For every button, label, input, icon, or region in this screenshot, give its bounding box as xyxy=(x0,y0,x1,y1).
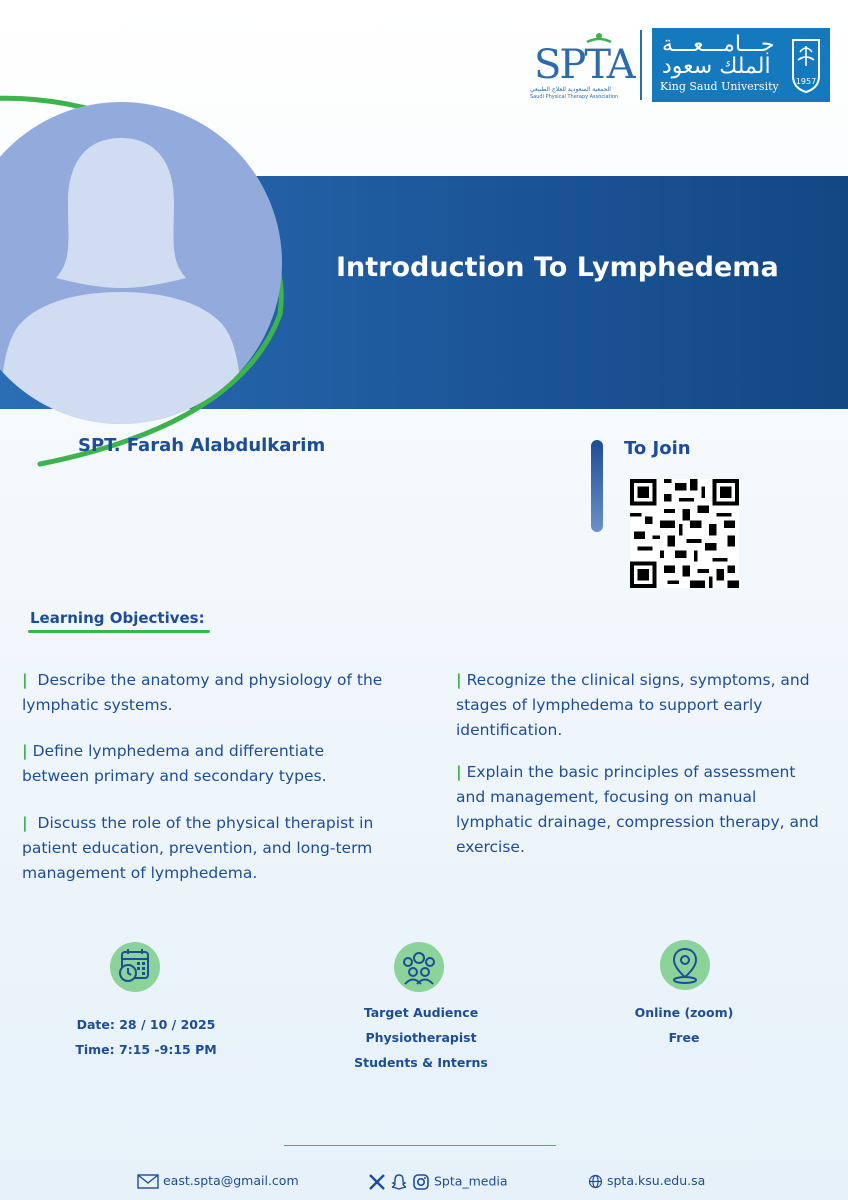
objective-item xyxy=(456,668,834,743)
bullet-bar-icon: | xyxy=(22,814,28,832)
join-accent-bar xyxy=(591,440,603,532)
bullet-bar-icon: | xyxy=(456,763,462,781)
event-datetime xyxy=(66,1012,226,1062)
bullet-bar-icon: | xyxy=(456,671,462,689)
bullet-bar-icon: | xyxy=(22,671,28,689)
price-text: Free xyxy=(668,1030,700,1045)
ksu-arabic-line1: جـــامـــعـــة xyxy=(662,32,775,57)
calendar-icon xyxy=(110,942,160,992)
email-text: east.spta@gmail.com xyxy=(162,1173,299,1188)
spta-logo xyxy=(530,28,632,102)
x-logo-icon xyxy=(368,1173,386,1191)
ksu-year: 1957 xyxy=(795,77,817,86)
objective-text: Define lymphedema and differentiate between primary and secondary types. xyxy=(22,742,327,785)
spta-logo-mark: SPTA xyxy=(534,42,634,88)
objective-text: Discuss the role of the physical therapist in patient education, prevention, and long-term management of lymphedema. xyxy=(22,814,374,882)
footer-email[interactable] xyxy=(137,1173,299,1189)
objective-item xyxy=(22,668,432,718)
location-pin-icon xyxy=(660,940,710,990)
ksu-english-name: King Saud University xyxy=(660,80,779,93)
instagram-icon xyxy=(412,1173,430,1191)
footer-social[interactable] xyxy=(368,1173,508,1191)
footer-website[interactable] xyxy=(588,1173,705,1189)
objective-item xyxy=(22,739,392,789)
event-time: Time: 7:15 -9:15 PM xyxy=(75,1042,217,1057)
audience-label: Target Audience xyxy=(363,1005,479,1020)
event-date: Date: 28 / 10 / 2025 xyxy=(76,1017,216,1032)
audience-line-2: Students & Interns xyxy=(354,1055,488,1070)
ksu-logo xyxy=(652,28,830,102)
snapchat-icon xyxy=(390,1173,408,1191)
page-title: Introduction To Lymphedema xyxy=(336,252,779,283)
audience-line-1: Physiotherapist xyxy=(365,1030,477,1045)
globe-icon xyxy=(588,1174,603,1189)
logo-divider xyxy=(640,30,642,100)
objective-text: Recognize the clinical signs, symptoms, and stages of lymphedema to support early identification. xyxy=(456,671,810,739)
ksu-seal-icon xyxy=(790,36,822,94)
event-location xyxy=(612,1000,756,1050)
target-audience xyxy=(336,1000,506,1075)
person-silhouette-icon xyxy=(0,102,282,424)
spta-english-name: Saudi Physical Therapy Association xyxy=(530,94,619,100)
speaker-name: SPT. Farah Alabdulkarim xyxy=(78,435,326,456)
spta-figure-icon xyxy=(586,32,612,50)
footer-divider xyxy=(284,1145,556,1146)
location-text: Online (zoom) xyxy=(634,1005,734,1020)
objective-text: Describe the anatomy and physiology of the lymphatic systems. xyxy=(22,671,383,714)
ksu-arabic-line2: الملك سعود xyxy=(662,54,771,79)
social-handle: Spta_media xyxy=(433,1173,508,1189)
objective-text: Explain the basic principles of assessment and management, focusing on manual lymphatic drainage, compression therapy, and exercise. xyxy=(456,763,819,856)
objective-item xyxy=(22,811,402,886)
mail-icon xyxy=(137,1174,159,1189)
spta-arabic-name: الجمعية السعودية للعلاج الطبيعي xyxy=(530,86,611,93)
bullet-bar-icon: | xyxy=(22,742,28,760)
website-text: spta.ksu.edu.sa xyxy=(606,1173,706,1188)
learning-objectives-underline xyxy=(28,630,210,633)
group-users-icon xyxy=(394,942,444,992)
join-label: To Join xyxy=(624,438,691,459)
speaker-avatar xyxy=(0,102,282,424)
header-logos xyxy=(530,28,830,102)
learning-objectives-heading: Learning Objectives: xyxy=(30,609,205,627)
objective-item xyxy=(456,760,826,860)
qr-code-icon[interactable] xyxy=(630,479,739,588)
